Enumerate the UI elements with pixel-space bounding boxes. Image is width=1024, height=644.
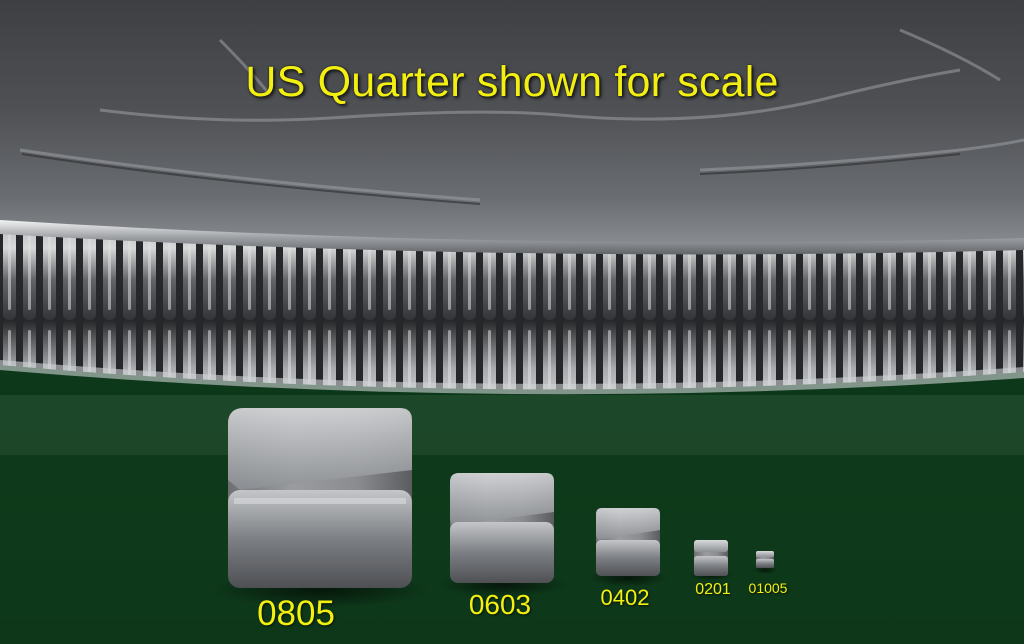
chip-0603 [450, 473, 554, 583]
size-label-01005: 01005 [748, 580, 788, 596]
chip-0201 [694, 540, 728, 576]
chip-0402 [596, 508, 660, 576]
chip-01005 [756, 551, 774, 568]
chip-0805 [228, 408, 412, 588]
size-label-0603: 0603 [468, 589, 532, 620]
size-label-0201: 0201 [695, 581, 731, 598]
scale-caption: US Quarter shown for scale [245, 58, 779, 106]
size-label-0805: 0805 [257, 594, 335, 633]
size-label-0402: 0402 [600, 585, 650, 610]
